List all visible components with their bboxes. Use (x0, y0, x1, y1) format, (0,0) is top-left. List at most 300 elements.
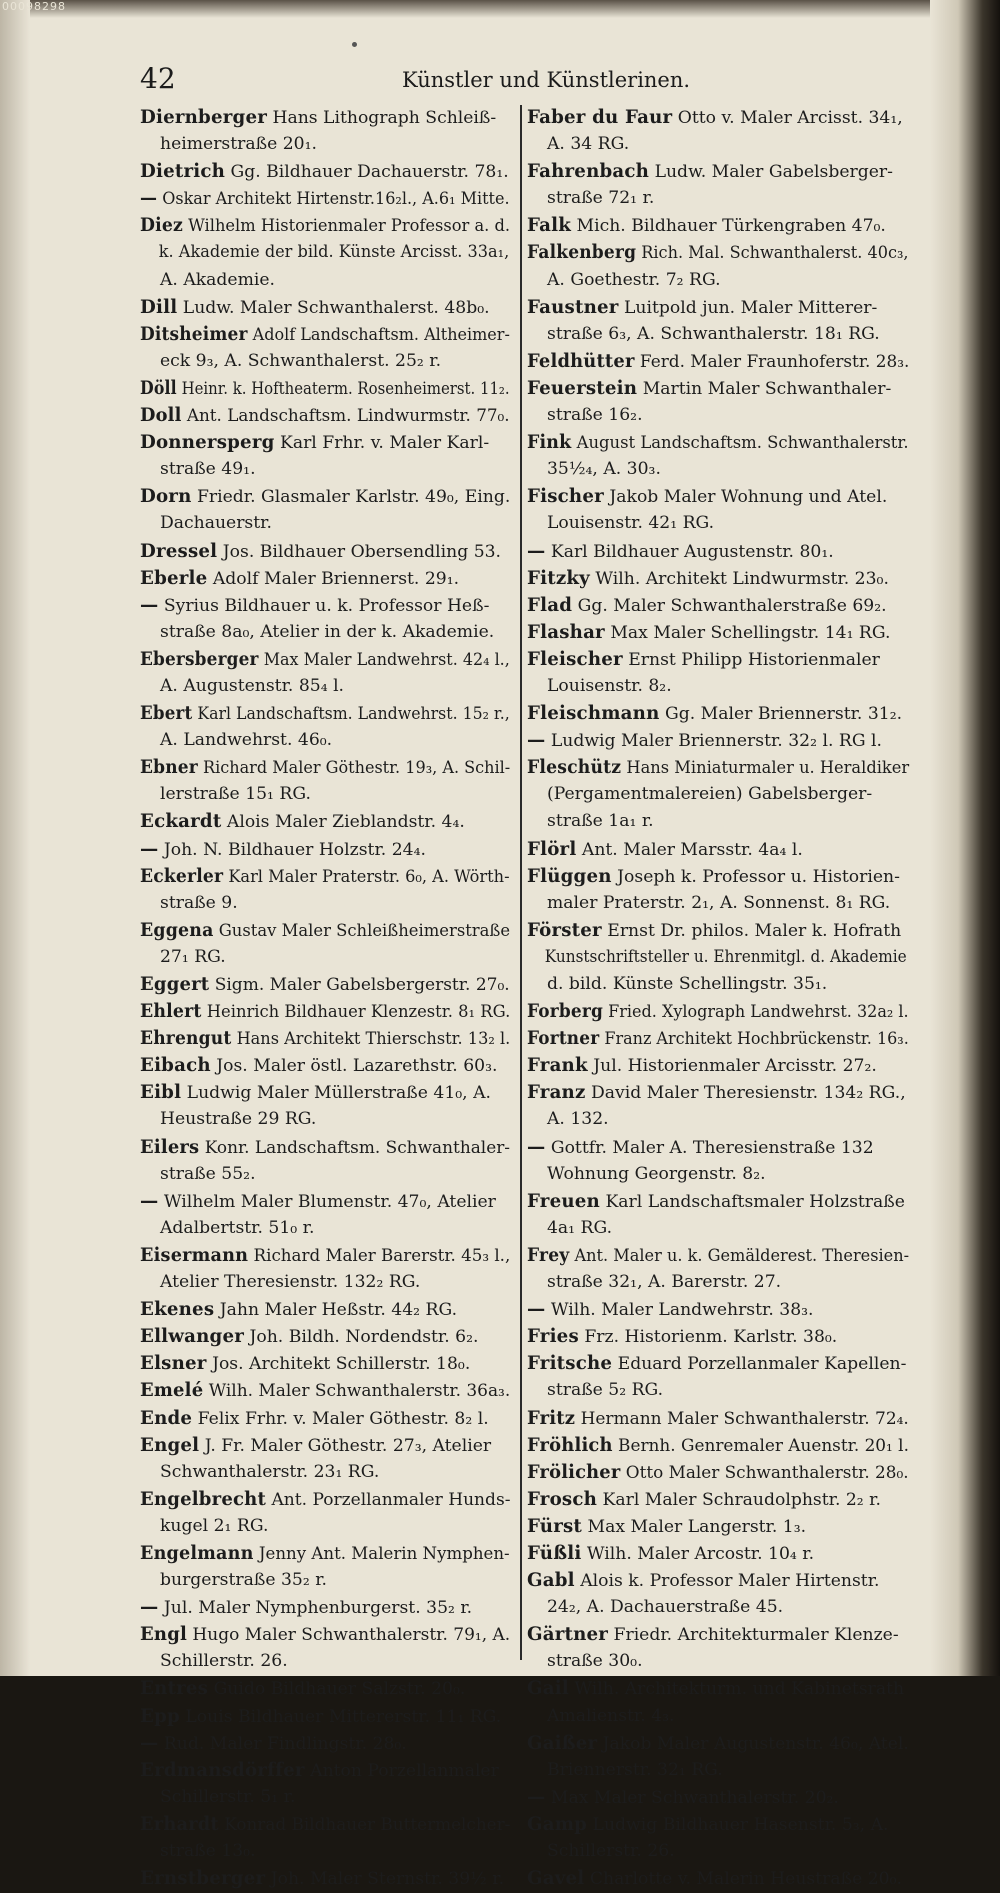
entry-text: Jos. Maler östl. Lazarethstr. 60₃. (216, 1056, 498, 1077)
entry-text: Jakob Maler Wohnung und Atel. (609, 487, 888, 508)
directory-entry (140, 158, 510, 185)
entry-first-line (527, 754, 910, 781)
page-number: 42 (140, 62, 176, 95)
entry-first-line (140, 1242, 511, 1269)
directory-entry (140, 1052, 510, 1079)
entry-text: Hugo Maler Schwanthalerstr. 79₁, A. (192, 1625, 511, 1646)
entry-text: straße 72₁ r. (547, 188, 655, 209)
entry-text: straße 30₀. (547, 1651, 643, 1672)
directory-entry (140, 1323, 510, 1350)
entry-text: Hans Lithograph Schleiß- (272, 108, 497, 128)
entry-continuation-line (140, 781, 510, 808)
directory-entry (527, 646, 909, 700)
entry-continuation-line (527, 402, 909, 429)
entry-text: Joh. Bildh. Nordendstr. 6₂. (249, 1327, 479, 1348)
entry-name: Falkenberg (527, 242, 637, 264)
entry-first-line (527, 836, 909, 863)
entry-name: Flüggen (527, 865, 612, 887)
entry-text: Ludwig Maler Briennerstr. 32₂ l. RG l. (550, 731, 882, 752)
page-top-shadow (0, 0, 1000, 18)
entry-first-line (140, 592, 510, 619)
entry-text: Max Maler Schwanthalerstr. 20₂. (550, 1787, 839, 1808)
entry-text: Ernst Philipp Historienmaler (628, 649, 880, 670)
entry-text: Heinrich Bildhauer Klenzestr. 8₁ RG. (206, 1002, 511, 1023)
entry-text: Wilh. Maler Schwanthalerstr. 36a₃. (208, 1381, 511, 1402)
entry-text: Wilh. Maler Landwehrstr. 38₃. (550, 1300, 814, 1321)
entry-text: A. Augustenstr. 85₄ l. (160, 675, 345, 696)
entry-first-line (527, 1486, 909, 1513)
entry-first-line (527, 592, 909, 619)
directory-entry (140, 1757, 510, 1811)
entry-name: Eibl (140, 1082, 182, 1104)
directory-entry (527, 700, 909, 727)
entry-first-line (140, 1757, 510, 1784)
entry-text: Charlotte v. Malerin Heustraße 20₀. (589, 1869, 902, 1890)
entry-name: Gärtner (527, 1624, 609, 1646)
directory-entry (140, 1730, 510, 1757)
entry-first-line (527, 104, 909, 131)
entry-text: Adolf Landschaftsm. Altheimer- (252, 324, 510, 345)
entry-name: Ebner (140, 757, 198, 779)
entry-name: Engelmann (140, 1542, 254, 1564)
entry-name: Eberle (140, 567, 208, 589)
entry-continuation-line (527, 781, 909, 808)
entry-text: k. Akademie der bild. Künste Arcisst. 33a₁, (158, 242, 510, 263)
entry-name: Eckardt (140, 811, 222, 833)
entry-name: Ebert (140, 703, 193, 725)
directory-entry (527, 375, 909, 429)
entry-continuation-line (527, 971, 909, 998)
entry-text: Konr. Landschaftsm. Schwanthaler- (204, 1137, 511, 1158)
entry-first-line (527, 700, 909, 727)
entry-name: Ende (140, 1407, 193, 1429)
entry-name: — (140, 1732, 159, 1754)
entry-text: Max Maler Schellingstr. 14₁ RG. (610, 622, 891, 643)
page-header (140, 62, 691, 102)
entry-name: Fink (527, 432, 572, 454)
entry-first-line (527, 375, 909, 402)
entry-text: Otto v. Maler Arcisst. 34₁, (677, 108, 903, 128)
entry-text: Hermann Maler Schwanthalerstr. 72₄. (580, 1408, 909, 1429)
entry-first-line (527, 212, 909, 239)
directory-entry (527, 348, 909, 375)
entry-text: Heustraße 29 RG. (160, 1109, 317, 1130)
directory-entry (527, 1134, 909, 1188)
entry-name: — (140, 188, 158, 210)
entry-first-line (527, 239, 909, 266)
directory-entry (140, 917, 510, 971)
entry-first-line (527, 646, 909, 673)
entry-first-line (140, 185, 510, 212)
directory-entry (527, 1513, 909, 1540)
entry-first-line (140, 212, 511, 239)
entry-text: 4a₁ RG. (547, 1217, 613, 1238)
directory-entry (527, 1486, 909, 1513)
entry-first-line (527, 1459, 909, 1486)
entry-text: Sigm. Maler Gabelsbergerstr. 27₀. (214, 975, 510, 995)
directory-entry (527, 1052, 909, 1079)
entry-first-line (527, 1242, 910, 1269)
entry-text: Joh. Maler Sternstr. 39½ r. (270, 1869, 505, 1890)
entry-name: Gail (527, 1678, 569, 1700)
entry-first-line (527, 483, 909, 510)
entry-text: straße 9. (160, 892, 238, 913)
column-divider (520, 105, 522, 1660)
right-column (527, 104, 909, 1892)
entry-name: Fortner (527, 1028, 600, 1050)
directory-entry (527, 619, 909, 646)
entry-text: maler Praterstr. 2₁, A. Sonnenst. 8₁ RG. (547, 892, 891, 913)
directory-entry (527, 158, 909, 212)
entry-first-line (140, 1621, 511, 1648)
entry-text: Gottfr. Maler A. Theresienstraße 132 (550, 1137, 874, 1158)
directory-entry (140, 998, 510, 1025)
entry-text: 35½₄, A. 30₃. (547, 459, 661, 480)
entry-name: Fitzky (527, 567, 590, 589)
entry-name: Dietrich (140, 161, 226, 183)
directory-entry (140, 1486, 510, 1540)
entry-text: Alois Maler Zieblandstr. 4₄. (226, 812, 465, 833)
entry-text: Wilh. Architekturm. und Kabinetsrath (574, 1679, 905, 1700)
entry-name: Diez (140, 215, 183, 237)
entry-text: A. Landwehrst. 46₀. (160, 730, 333, 751)
directory-entry (140, 1432, 510, 1486)
entry-text: A. Goethestr. 7₂ RG. (547, 269, 721, 290)
directory-entry (527, 1323, 909, 1350)
entry-first-line (527, 1323, 909, 1350)
entry-text: kugel 2₁ RG. (160, 1515, 269, 1536)
entry-text: Atelier Theresienstr. 132₂ RG. (160, 1272, 421, 1293)
entry-name: Flörl (527, 838, 577, 860)
entry-name: Ebersberger (140, 648, 259, 670)
entry-text: Rich. Mal. Schwanthalerst. 40c₃, (641, 243, 909, 264)
entry-text: Friedr. Glasmaler Karlstr. 49₀, Eing. (196, 487, 511, 508)
directory-entry (527, 1540, 909, 1567)
entry-first-line (527, 917, 909, 944)
entry-continuation-line (527, 1377, 909, 1404)
entry-first-line (527, 429, 909, 456)
directory-entry (140, 1811, 510, 1865)
directory-entry (527, 1675, 909, 1729)
entry-continuation-line (527, 510, 909, 537)
directory-entry (527, 104, 909, 158)
entry-name: Fahrenbach (527, 161, 650, 183)
directory-entry (527, 592, 909, 619)
entry-text: Gg. Maler Schwanthalerstraße 69₂. (577, 595, 887, 616)
entry-continuation-line (140, 456, 510, 483)
directory-entry (527, 212, 909, 239)
directory-entry (527, 239, 909, 293)
entry-text: Jakob Maler Augustenstr. 46₀, Atel. (602, 1733, 909, 1754)
entry-text: Jos. Bildhauer Obersendling 53. (222, 541, 502, 562)
directory-entry (140, 483, 510, 537)
entry-text: straße 13₀. (160, 1841, 256, 1861)
entry-name: Dressel (140, 540, 218, 562)
entry-continuation-line (527, 185, 909, 212)
entry-name: Frey (527, 1244, 570, 1266)
entry-first-line (140, 321, 510, 348)
entry-first-line (527, 727, 909, 754)
entry-name: Dill (140, 296, 178, 318)
entry-name: — (527, 1786, 546, 1808)
entry-first-line (140, 1432, 510, 1459)
entry-name: Erhardt (140, 1813, 219, 1835)
directory-entry (140, 646, 510, 700)
entry-text: 24₂, A. Dachauerstraße 45. (547, 1597, 784, 1618)
entry-name: Ernstberger (140, 1868, 266, 1890)
entry-first-line (140, 1675, 510, 1702)
entry-text: Joh. N. Bildhauer Holzstr. 24₄. (163, 839, 426, 860)
entry-text: Rud. Maler Findlingstr. 28₀. (163, 1733, 407, 1754)
entry-text: Friedr. Architekturmaler Klenze- (613, 1625, 899, 1646)
entry-text: Gustav Maler Schleißheimerstraße (218, 920, 511, 941)
entry-continuation-line (527, 673, 909, 700)
entry-text: Mich. Bildhauer Türkengraben 47₀. (576, 216, 886, 237)
entry-text: J. Fr. Maler Göthestr. 27₃, Atelier (204, 1435, 492, 1456)
entry-first-line (527, 863, 909, 890)
entry-text: Louisenstr. 8₂. (547, 675, 672, 696)
entry-first-line (140, 836, 510, 863)
entry-text: Joseph k. Professor u. Historien- (617, 866, 900, 887)
entry-text: burgerstraße 35₂ r. (160, 1570, 327, 1591)
entry-text: straße 8a₀, Atelier in der k. Akademie. (160, 621, 495, 642)
entry-first-line (140, 646, 510, 673)
entry-continuation-line (527, 808, 909, 835)
entry-name: Engelbrecht (140, 1488, 267, 1510)
entry-text: Franz Architekt Hochbrückenstr. 16₃. (604, 1029, 909, 1050)
entry-text: Jenny Ant. Malerin Nymphen- (258, 1543, 510, 1564)
entry-text: Fried. Xylograph Landwehrst. 32a₂ l. (608, 1002, 909, 1023)
entry-text: straße 1a₁ r. (547, 811, 654, 832)
entry-text: Wilh. Maler Arcostr. 10₄ r. (586, 1543, 815, 1564)
directory-entry (527, 1730, 909, 1784)
directory-entry (140, 104, 510, 158)
entry-first-line (527, 1025, 909, 1052)
scan-id: 00098298 (2, 0, 66, 13)
directory-entry (140, 402, 510, 429)
entry-first-line (140, 1486, 511, 1513)
entry-first-line (527, 1567, 909, 1594)
entry-name: Diernberger (140, 107, 267, 128)
entry-first-line (140, 538, 510, 565)
entry-text: Schillerstr. 26. (160, 1651, 288, 1672)
entry-name: Fleschütz (527, 757, 622, 779)
entry-first-line (140, 375, 510, 402)
entry-text: heimerstraße 20₁. (160, 134, 317, 155)
entry-continuation-line (527, 131, 909, 158)
entry-text: Ferd. Maler Fraunhoferstr. 28₃. (639, 351, 910, 372)
entry-first-line (140, 1594, 510, 1621)
entry-text: Adalbertstr. 51₀ r. (160, 1217, 315, 1238)
entry-name: Doll (140, 405, 182, 427)
entry-first-line (140, 565, 510, 592)
directory-entry (527, 1811, 909, 1865)
running-title: Künstler und Künstlerinen. (402, 68, 691, 92)
entry-text: Louis Bildhauer Mittererstr. 11₁ RG. (185, 1706, 502, 1727)
entry-name: Flashar (527, 621, 605, 643)
entry-continuation-line (140, 510, 510, 537)
entry-continuation-line (140, 1513, 510, 1540)
directory-entry (140, 700, 510, 754)
entry-text: Jos. Architekt Schillerstr. 18₀. (212, 1354, 471, 1375)
entry-name: Frosch (527, 1488, 598, 1510)
directory-entry (140, 565, 510, 592)
entry-name: Freuen (527, 1190, 600, 1212)
entry-text: Briennerstr. 32₁ RG. (547, 1759, 723, 1780)
entry-first-line (527, 1865, 909, 1892)
entry-name: — (140, 594, 159, 616)
entry-text: Ant. Porzellanmaler Hunds- (271, 1489, 511, 1510)
entry-text: Ludw. Maler Gabelsberger- (654, 162, 893, 183)
entry-first-line (140, 1134, 511, 1161)
entry-name: Feldhütter (527, 350, 635, 372)
entry-first-line (527, 294, 909, 321)
entry-name: Forberg (527, 1001, 604, 1023)
entry-text: straße 6₃, A. Schwanthalerstr. 18₁ RG. (547, 323, 880, 344)
entry-name: Franz (527, 1082, 586, 1104)
directory-entry (527, 754, 909, 835)
entry-first-line (527, 619, 909, 646)
entry-text: Luitpold jun. Maler Mitterer- (624, 297, 878, 318)
entry-text: Ludw. Maler Schwanthalerst. 48b₀. (182, 297, 490, 318)
entry-text: Schillerstr. 26. (547, 1841, 675, 1861)
directory-entry (527, 1865, 909, 1892)
entry-first-line (140, 971, 510, 998)
entry-first-line (527, 1432, 909, 1459)
directory-entry (140, 538, 510, 565)
entry-continuation-line (140, 1269, 510, 1296)
directory-entry (140, 1405, 510, 1432)
entry-first-line (527, 348, 910, 375)
directory-entry (527, 1079, 909, 1133)
entry-name: Ehrengut (140, 1028, 232, 1050)
entry-text: Ant. Maler u. k. Gemälderest. Theresien- (574, 1245, 910, 1266)
entry-name: Füßli (527, 1542, 582, 1564)
entry-first-line (140, 998, 511, 1025)
entry-continuation-line (527, 321, 909, 348)
entry-name: Donnersperg (140, 432, 275, 454)
entry-first-line (140, 429, 510, 456)
entry-first-line (140, 402, 510, 429)
entry-text: Dachauerstr. (160, 513, 272, 534)
entry-text: Ant. Maler Marsstr. 4a₄ l. (581, 839, 803, 860)
entry-first-line (527, 1540, 909, 1567)
entry-continuation-line (140, 944, 510, 971)
entry-continuation-line (140, 673, 510, 700)
entry-text: Max Maler Langerstr. 1₃. (587, 1516, 807, 1537)
entry-name: Förster (527, 919, 602, 941)
entry-first-line (140, 1405, 510, 1432)
entry-first-line (140, 1377, 511, 1404)
entry-text: Anton Porzellanmaler (310, 1760, 499, 1781)
directory-entry (527, 1405, 909, 1432)
entry-name: Eisermann (140, 1244, 249, 1266)
entry-name: Fleischmann (527, 703, 660, 725)
entry-name: Dorn (140, 486, 192, 508)
entry-name: Faustner (527, 296, 619, 318)
entry-name: Gavel (527, 1868, 585, 1890)
entry-text: Kunstschriftsteller u. Ehrenmitgl. d. Akademie (544, 946, 907, 967)
entry-text: Otto Maler Schwanthalerstr. 28₀. (625, 1462, 909, 1483)
entry-text: Jul. Historienmaler Arcisstr. 27₂. (593, 1056, 877, 1077)
entry-first-line (527, 565, 909, 592)
directory-entry (527, 1242, 909, 1296)
entry-text: Karl Maler Schraudolphstr. 2₂ r. (602, 1489, 881, 1510)
directory-entry (527, 1188, 909, 1242)
entry-name: Eibach (140, 1055, 211, 1077)
entry-continuation-line (140, 348, 510, 375)
entry-first-line (527, 158, 909, 185)
entry-name: Gaißer (527, 1732, 598, 1754)
entry-continuation-line (527, 1161, 909, 1188)
entry-text: Alois k. Professor Maler Hirtenstr. (580, 1571, 880, 1592)
directory-entry (140, 1079, 510, 1133)
entry-continuation-line (527, 1106, 909, 1133)
entry-name: Döll (140, 377, 177, 399)
entry-name: Erdmansdörffer (140, 1759, 305, 1781)
left-column (140, 104, 510, 1892)
entry-continuation-line (527, 1757, 909, 1784)
directory-entry (140, 1675, 510, 1702)
entry-text: Ludwig Bildhauer Hasenstr. 5₃, A. (592, 1814, 889, 1835)
entry-text: Konrad Bildhauer Buttermelcher- (224, 1814, 511, 1835)
directory-entry (527, 1784, 909, 1811)
entry-first-line (140, 1540, 510, 1567)
directory-entry (140, 1703, 510, 1730)
entry-name: Flad (527, 594, 573, 616)
entry-text: Jahn Maler Heßstr. 44₂ RG. (219, 1300, 458, 1321)
entry-text: Wilhelm Historienmaler Professor a. d. (188, 216, 511, 237)
entry-text: Wilh. Architekt Lindwurmstr. 23₀. (595, 568, 889, 589)
directory-entry (140, 1296, 510, 1323)
entry-first-line (527, 1811, 909, 1838)
directory-entry (527, 1350, 909, 1404)
entry-text: A. 132. (547, 1109, 609, 1130)
directory-entry (527, 836, 909, 863)
entry-first-line (527, 998, 909, 1025)
entry-first-line (140, 1188, 510, 1215)
entry-text: Adolf Maler Briennerst. 29₁. (212, 568, 460, 589)
entry-name: Gamp (527, 1813, 588, 1835)
entry-first-line (140, 1079, 510, 1106)
entry-continuation-line (140, 1459, 510, 1486)
directory-entry (527, 538, 909, 565)
entry-text: Ernst Dr. philos. Maler k. Hofrath (607, 920, 902, 941)
entry-text: eck 9₃, A. Schwanthalerst. 25₂ r. (160, 350, 442, 371)
entry-continuation-line (527, 1838, 909, 1865)
entry-name: Fröhlich (527, 1434, 613, 1456)
entry-text: David Maler Theresienstr. 134₂ RG., (590, 1083, 906, 1104)
entry-name: Emelé (140, 1380, 204, 1402)
entry-name: Fischer (527, 486, 604, 508)
ink-dot (352, 42, 357, 47)
entry-text: Karl Maler Praterstr. 6₀, A. Wörth- (228, 866, 510, 887)
entry-continuation-line (527, 1215, 909, 1242)
entry-name: Entres (140, 1678, 209, 1700)
entry-text: Karl Frhr. v. Maler Karl- (280, 433, 490, 454)
entry-first-line (527, 538, 909, 565)
entry-name: — (527, 1299, 546, 1321)
directory-entry (140, 375, 510, 402)
entry-first-line (140, 1323, 510, 1350)
entry-text: Richard Maler Barerstr. 45₃ l., (253, 1245, 511, 1266)
entry-continuation-line (527, 890, 909, 917)
entry-continuation-line (527, 456, 909, 483)
entry-continuation-line (140, 267, 510, 294)
entry-first-line (527, 1052, 909, 1079)
entry-text: Felix Frhr. v. Maler Göthestr. 8₂ l. (197, 1408, 489, 1429)
entry-continuation-line (140, 1648, 510, 1675)
